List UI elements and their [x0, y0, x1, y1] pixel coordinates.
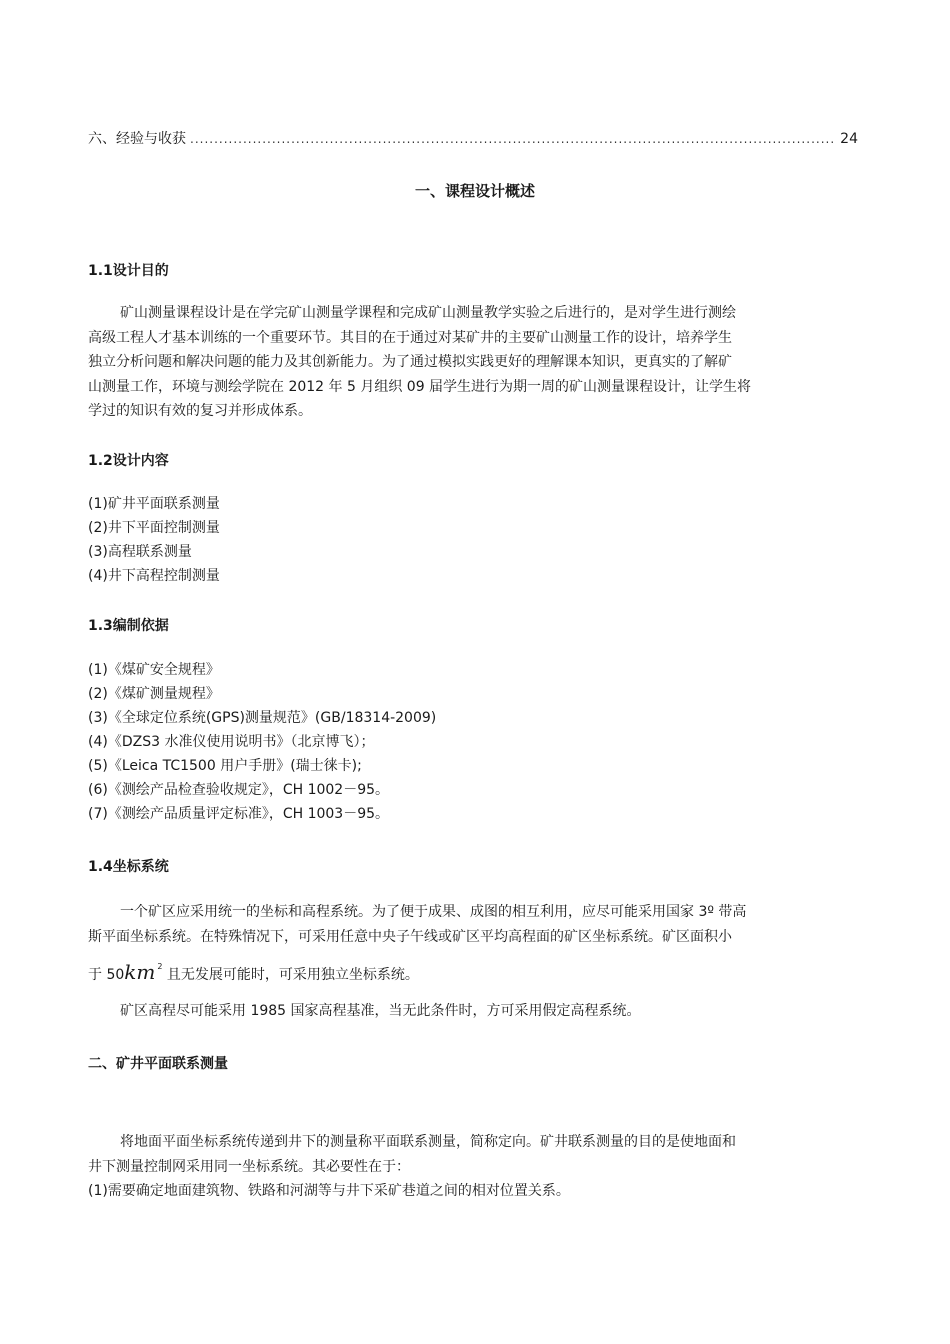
- chapter-1-title: 一、课程设计概述: [414, 182, 535, 200]
- area-line-rest: 且无发展可能时，可采用独立坐标系统。: [162, 967, 419, 983]
- section-1-2-list: [88, 492, 220, 588]
- para-line: 斯平面坐标系统。在特殊情况下，可采用任意中央子午线或矿区平均高程面的矿区坐标系统。矿区面积小: [88, 928, 732, 945]
- section-1-4-paragraph: [88, 900, 863, 949]
- list-item: (3)《全球定位系统(GPS)测量规范》(GB/18314-2009): [88, 710, 437, 726]
- para-line: 高级工程人才基本训练的一个重要环节。其目的在于通过对某矿井的主要矿山测量工作的设计，培养学生: [88, 329, 732, 346]
- para-line: 学过的知识有效的复习并形成体系。: [88, 403, 312, 419]
- section-1-3-heading: 1.3编制依据: [88, 618, 169, 634]
- para-line: 山测量工作，环境与测绘学院在 2012 年 5 月组织 09 届学生进行为期一周的矿山测量课程设计，让学生将: [88, 378, 752, 395]
- elevation-datum-paragraph: [88, 999, 863, 1024]
- list-item: (4)《DZS3 水准仪使用说明书》（北京博飞）；: [88, 734, 375, 750]
- list-item: (6)《测绘产品检查验收规定》，CH 1002－95。: [88, 782, 390, 798]
- section-1-2-heading: 1.2设计内容: [88, 453, 169, 469]
- squared-superscript: 2: [157, 962, 163, 972]
- section-1-4-heading: 1.4坐标系统: [88, 859, 169, 875]
- para-line: 独立分析问题和解决问题的能力及其创新能力。为了通过模拟实践更好的理解课本知识，更真实的了解矿: [88, 354, 732, 370]
- toc-entry[interactable]: [88, 128, 858, 148]
- list-item: (1)《煤矿安全规程》: [88, 662, 220, 678]
- section-1-1-paragraph: [88, 301, 863, 424]
- toc-entry-page: 24: [840, 131, 858, 147]
- section-1-3-list: [88, 658, 436, 826]
- area-limit-line: [88, 960, 419, 984]
- para-line: (1)需要确定地面建筑物、铁路和河湖等与井下采矿巷道之间的相对位置关系。: [88, 1183, 570, 1199]
- chapter-2-paragraph: [88, 1130, 863, 1204]
- chapter-2-title: 二、矿井平面联系测量: [88, 1056, 228, 1072]
- para-line: 一个矿区应采用统一的坐标和高程系统。为了便于成果、成图的相互利用，应尽可能采用国家 3º 带高: [120, 904, 747, 920]
- km-unit: km: [124, 960, 156, 984]
- toc-entry-label: 六、经验与收获: [88, 131, 186, 147]
- list-item: (2)井下平面控制测量: [88, 520, 220, 536]
- para-line: 将地面平面坐标系统传递到井下的测量称平面联系测量，简称定向。矿井联系测量的目的是使地面和: [120, 1134, 736, 1150]
- list-item: (4)井下高程控制测量: [88, 568, 220, 584]
- area-value: 于 50: [88, 967, 125, 983]
- list-item: (1)矿井平面联系测量: [88, 496, 220, 512]
- para-line: 矿区高程尽可能采用 1985 国家高程基准，当无此条件时，方可采用假定高程系统。: [120, 1003, 641, 1019]
- list-item: (5)《Leica TC1500 用户手册》(瑞士徕卡);: [88, 758, 362, 774]
- list-item: (7)《测绘产品质量评定标准》，CH 1003－95。: [88, 806, 390, 822]
- toc-leader-dots: [190, 132, 836, 146]
- para-line: 矿山测量课程设计是在学完矿山测量学课程和完成矿山测量教学实验之后进行的，是对学生进行测绘: [120, 305, 736, 321]
- list-item: (3)高程联系测量: [88, 544, 192, 560]
- list-item: (2)《煤矿测量规程》: [88, 686, 220, 702]
- para-line: 井下测量控制网采用同一坐标系统。其必要性在于：: [88, 1158, 410, 1175]
- section-1-1-heading: 1.1设计目的: [88, 263, 169, 279]
